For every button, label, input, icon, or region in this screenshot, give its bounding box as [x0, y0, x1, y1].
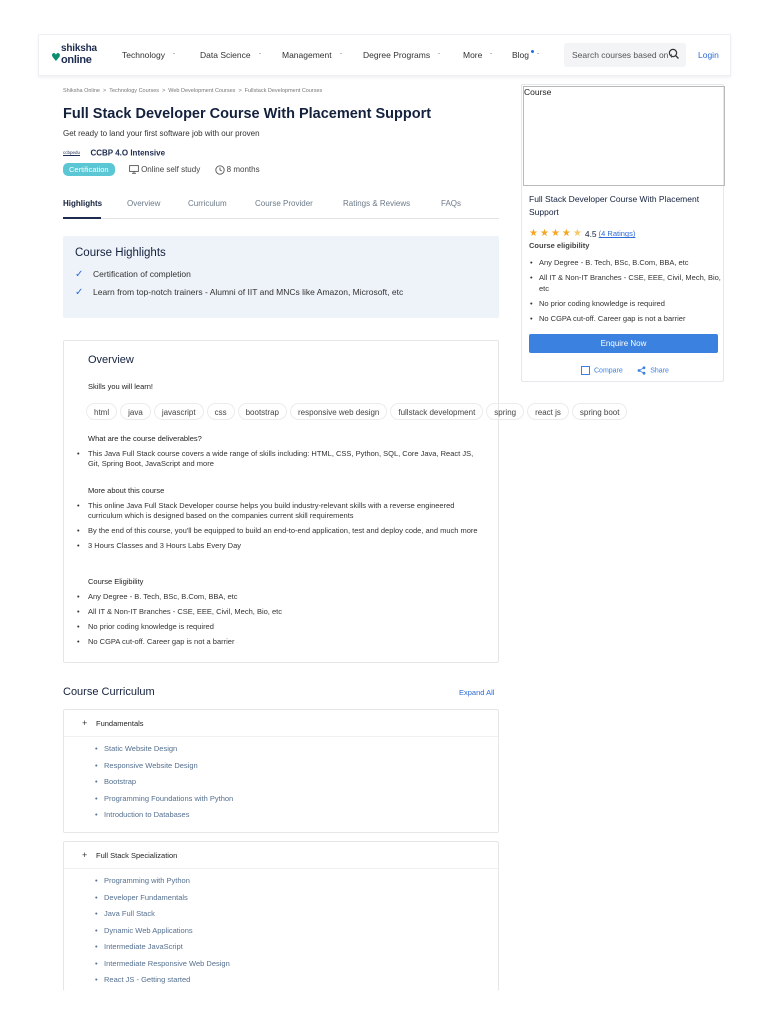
skill-chip[interactable]: bootstrap	[238, 403, 287, 420]
clock-icon	[215, 165, 225, 175]
skill-chip[interactable]: java	[120, 403, 151, 420]
rating	[529, 225, 636, 240]
nav-data-science[interactable]	[200, 50, 261, 60]
topic-item: • Dynamic Web Applications	[94, 926, 230, 943]
breadcrumb-item[interactable]: Technology Courses	[109, 88, 160, 94]
breadcrumb	[63, 88, 322, 94]
eligibility-label: Course Eligibility	[88, 577, 144, 586]
search-box	[564, 43, 686, 67]
tab-ratings-reviews[interactable]: Ratings & Reviews	[343, 199, 411, 208]
monitor-icon	[129, 165, 139, 174]
nav-label: Management	[282, 50, 332, 60]
overview-title: Overview	[88, 354, 134, 366]
divider	[64, 868, 498, 869]
topic-item: • Intermediate Responsive Web Design	[94, 959, 230, 976]
skill-chip[interactable]: react js	[527, 403, 569, 420]
mode-label: Online self study	[141, 165, 201, 175]
skill-chip[interactable]: spring	[486, 403, 524, 420]
page-title: Full Stack Developer Course With Placement Support	[63, 106, 432, 122]
rating-value: 4.5	[584, 228, 597, 239]
course-image	[523, 86, 725, 186]
tab-overview[interactable]: Overview	[127, 199, 161, 208]
star-full-icon: ★	[529, 228, 538, 240]
list-item: • By the end of this course, you'll be equipped to build an end-to-end application, test and deploy code, and much more	[76, 526, 486, 536]
chevron-down-icon: ˇ	[490, 53, 494, 60]
ratings-count-link[interactable]: (4 Ratings)	[598, 229, 636, 239]
eligibility-list	[76, 592, 486, 652]
list-item: • All IT & Non-IT Branches - CSE, EEE, Civil, Mech, Bio, etc	[529, 272, 721, 294]
provider-logo: ccbpedu	[63, 150, 81, 156]
breadcrumb-item[interactable]: Shiksha Online	[63, 88, 100, 94]
highlight-item	[75, 287, 403, 298]
tab-faqs[interactable]: FAQs	[441, 199, 462, 208]
skill-chip[interactable]: javascript	[154, 403, 204, 420]
topic-item: • React JS - Getting started	[94, 975, 230, 992]
section-name: Full Stack Specialization	[96, 851, 178, 860]
card-actions	[581, 362, 669, 374]
star-full-icon: ★	[550, 228, 560, 240]
chevron-down-icon: ˇ	[339, 53, 343, 60]
certification-badge: Certification	[63, 163, 115, 176]
deliverables-label: What are the course deliverables?	[88, 434, 202, 443]
check-icon: ✓	[75, 269, 84, 280]
nav-more[interactable]	[463, 50, 493, 60]
duration-label: 8 months	[226, 164, 260, 174]
section-tabs	[63, 196, 499, 219]
topic-item: • Programming Foundations with Python	[94, 794, 233, 811]
skills-label: Skills you will learn!	[88, 382, 154, 391]
nav-label: More	[463, 50, 483, 60]
share-label[interactable]: Share	[650, 367, 669, 375]
image-alt-text: Course	[524, 87, 552, 97]
duration-info	[215, 165, 260, 175]
breadcrumb-separator: >	[103, 88, 107, 94]
chevron-down-icon: ˇ	[172, 53, 176, 60]
chevron-down-icon: ˇ	[437, 53, 441, 60]
highlights-title: Course Highlights	[75, 247, 166, 259]
breadcrumb-separator: >	[162, 88, 166, 94]
topic-item: • Responsive Website Design	[94, 761, 233, 778]
topic-list	[94, 744, 233, 827]
enquire-now-button[interactable]: Enquire Now	[529, 334, 718, 353]
list-item: • No CGPA cut-off. Career gap is not a barrier	[529, 313, 721, 324]
list-item: • No CGPA cut-off. Career gap is not a barrier	[76, 637, 486, 647]
chevron-down-icon: ˇ	[258, 53, 262, 60]
course-summary-card	[521, 84, 724, 382]
topic-item: • Bootstrap	[94, 777, 233, 794]
topic-item: • Java Full Stack	[94, 909, 230, 926]
course-name: Full Stack Developer Course With Placement Support	[529, 194, 700, 217]
share-icon[interactable]	[637, 366, 646, 375]
star-full-icon: ★	[561, 228, 571, 240]
highlight-text: Certification of completion	[93, 269, 191, 279]
nav-label: Data Science	[200, 50, 251, 60]
topic-item: • Programming with Python	[94, 876, 230, 893]
breadcrumb-item[interactable]: Web Development Courses	[168, 88, 236, 94]
search-icon[interactable]	[668, 48, 680, 60]
plus-icon: +	[82, 718, 88, 728]
star-full-icon: ★	[539, 228, 549, 240]
skill-chip[interactable]: spring boot	[572, 403, 628, 420]
shiksha-online-logo[interactable]	[51, 43, 99, 69]
deliverables-list	[76, 449, 486, 474]
chevron-down-icon: ˇ	[536, 53, 540, 60]
more-about-list	[76, 501, 486, 556]
curriculum-section-fundamentals	[63, 709, 499, 833]
skill-chip[interactable]: css	[207, 403, 235, 420]
nav-label: Technology	[122, 50, 166, 60]
active-tab-indicator	[63, 217, 101, 219]
eligibility-list	[529, 257, 721, 328]
topic-item: • Intermediate JavaScript	[94, 942, 230, 959]
topic-item: • Static Website Design	[94, 744, 233, 761]
course-provider[interactable]	[63, 144, 165, 156]
divider	[64, 736, 498, 737]
highlight-item	[75, 269, 191, 280]
skill-chip[interactable]: fullstack development	[390, 403, 483, 420]
list-item: • 3 Hours Classes and 3 Hours Labs Every Day	[76, 541, 486, 551]
skills-chips	[86, 402, 630, 420]
login-link[interactable]: Login	[698, 50, 719, 60]
accordion-header[interactable]	[82, 718, 144, 728]
tab-course-provider[interactable]: Course Provider	[255, 199, 313, 208]
nav-blog[interactable]	[512, 50, 539, 60]
more-about-label: More about this course	[88, 486, 165, 495]
topic-item: • Introduction to Databases	[94, 810, 233, 827]
course-meta	[63, 161, 260, 175]
list-item: • No prior coding knowledge is required	[529, 298, 721, 309]
list-item: • This Java Full Stack course covers a wide range of skills including: HTML, CSS, Python, SQL, Core Java, React JS, Git, Spring Boot, JavaScript and more	[76, 449, 486, 469]
list-item: • This online Java Full Stack Developer course helps you build industry-relevant skills with a reverse engineered curriculum which is designed based on the companies current skill requirements	[76, 501, 486, 521]
topic-item: • Developer Fundamentals	[94, 893, 230, 910]
nav-management[interactable]	[282, 50, 342, 60]
nav-degree-programs[interactable]	[363, 50, 440, 60]
nav-label: Degree Programs	[363, 50, 431, 60]
breadcrumb-item[interactable]: Fullstack Development Courses	[244, 88, 323, 94]
search-input[interactable]	[572, 48, 672, 62]
new-dot-icon	[531, 50, 534, 53]
mode-info	[129, 165, 200, 174]
list-item: • Any Degree - B. Tech, BSc, B.Com, BBA, etc	[76, 592, 486, 602]
section-name: Fundamentals	[96, 719, 144, 728]
logo-text-top: shiksha	[61, 43, 97, 54]
nav-technology[interactable]	[122, 50, 175, 60]
top-navbar	[38, 34, 731, 76]
curriculum-section-full-stack	[63, 841, 499, 991]
course-highlights	[63, 236, 499, 318]
check-icon: ✓	[75, 287, 84, 298]
expand-all-link[interactable]: Expand All	[459, 688, 495, 697]
eligibility-title: Course eligibility	[529, 241, 590, 250]
curriculum-title: Course Curriculum	[63, 686, 155, 698]
accordion-header[interactable]	[82, 850, 177, 860]
tab-highlights[interactable]: Highlights	[63, 199, 103, 208]
list-item: • No prior coding knowledge is required	[76, 622, 486, 632]
course-subtitle: Get ready to land your first software job with our proven	[63, 129, 260, 138]
logo-text-bottom: online	[61, 54, 92, 66]
compare-checkbox[interactable]	[581, 366, 590, 375]
skill-chip[interactable]: responsive web design	[290, 403, 387, 420]
provider-name: CCBP 4.O Intensive	[90, 148, 166, 158]
skill-chip[interactable]: html	[86, 403, 117, 420]
list-item: • Any Degree - B. Tech, BSc, B.Com, BBA, etc	[529, 257, 721, 268]
list-item: • All IT & Non-IT Branches - CSE, EEE, Civil, Mech, Bio, etc	[76, 607, 486, 617]
compare-label[interactable]: Compare	[594, 367, 623, 375]
plus-icon: +	[82, 850, 88, 860]
nav-label: Blog	[512, 50, 530, 60]
highlight-text: Learn from top-notch trainers - Alumni of IIT and MNCs like Amazon, Microsoft, etc	[93, 287, 404, 297]
logo-mark-icon: ♥	[51, 51, 61, 64]
topic-list	[94, 876, 230, 992]
tab-curriculum[interactable]: Curriculum	[188, 199, 227, 208]
star-half-icon: ★	[572, 228, 582, 240]
breadcrumb-separator: >	[238, 88, 242, 94]
